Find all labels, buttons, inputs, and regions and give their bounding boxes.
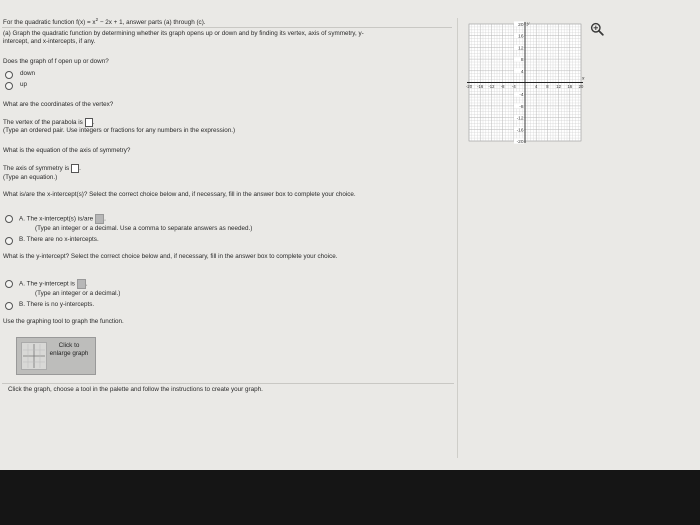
part-a-instruction-1: (a) Graph the quadratic function by determining whether its graph opens up or down and by finding its vertex, axis of symmetry, y- <box>3 30 364 37</box>
part-a-instruction-2: intercept, and x-intercepts, if any. <box>3 38 96 45</box>
y-tick-label: 12 <box>518 46 524 52</box>
radio-down[interactable] <box>5 71 13 79</box>
graphing-tool-instruction: Use the graphing tool to graph the function. <box>3 318 124 325</box>
x-tick-label: 12 <box>556 84 561 89</box>
radio-up-label: up <box>20 81 28 88</box>
x-tick-label: -20 <box>465 84 473 89</box>
problem-statement: For the quadratic function $f(x) = x^2 - 2x + 1$, answer parts (a) through (c). <box>3 17 206 27</box>
y-tick-label: -16 <box>516 128 524 134</box>
divider <box>2 383 454 384</box>
x-intercept-option-b-radio[interactable] <box>5 237 13 245</box>
x-intercept-option-b: B. There are no x-intercepts. <box>19 236 99 243</box>
x-intercept-option-a: A. The x-intercept(s) is/are . <box>19 215 106 223</box>
x-tick-label: 4 <box>535 84 538 89</box>
x-tick-label: 16 <box>567 84 573 89</box>
magnifier-plus-icon[interactable] <box>590 22 604 36</box>
vertex-question: What are the coordinates of the vertex? <box>3 101 114 108</box>
y-intercept-option-b: B. There is no y-intercepts. <box>19 301 95 308</box>
y-tick-label: -8 <box>519 104 524 110</box>
enlarge-graph-button[interactable] <box>16 337 96 375</box>
y-tick-label: -4 <box>519 93 524 99</box>
x-axis-label: x <box>582 75 585 82</box>
y-intercept-option-a-radio[interactable] <box>5 280 13 288</box>
x-tick-label: -4 <box>511 84 516 89</box>
vertex-answer-row: The vertex of the parabola is . <box>3 119 95 127</box>
x-intercept-option-a-hint: (Type an integer or a decimal. Use a comma to separate answers as needed.) <box>35 225 253 232</box>
y-axis-label: y <box>527 21 530 27</box>
coordinate-grid[interactable] <box>465 20 585 145</box>
x-intercept-option-a-radio[interactable] <box>5 215 13 223</box>
y-tick-label: 8 <box>520 58 524 64</box>
axis-hint: (Type an equation.) <box>3 174 58 181</box>
x-tick-label: -12 <box>488 84 495 89</box>
axis-question: What is the equation of the axis of symmetry? <box>3 147 131 154</box>
divider <box>2 27 452 28</box>
y-intercept-answer-box[interactable] <box>77 279 86 289</box>
panel-divider <box>457 18 458 458</box>
y-tick-label: 16 <box>518 34 524 40</box>
y-tick-label: -12 <box>516 116 524 122</box>
radio-up[interactable] <box>5 82 13 90</box>
x-tick-label: 20 <box>578 84 584 89</box>
y-tick-label: -20 <box>516 140 524 145</box>
x-tick-label: -8 <box>500 84 505 89</box>
axis-answer-row: The axis of symmetry is . <box>3 165 81 173</box>
vertex-hint: (Type an ordered pair. Use integers or fractions for any numbers in the expression.) <box>3 127 236 134</box>
opens-question: Does the graph of f open up or down? <box>3 58 109 65</box>
y-intercept-option-a-hint: (Type an integer or a decimal.) <box>35 290 121 297</box>
y-intercept-option-a: A. The y-intercept is . <box>19 280 88 288</box>
x-intercept-answer-box[interactable] <box>95 214 104 224</box>
enlarge-graph-label: Click to enlarge graph <box>49 342 89 357</box>
y-intercept-question: What is the y-intercept? Select the correct choice below and, if necessary, fill in the answer box to complete your choice. <box>3 253 338 260</box>
x-tick-label: -16 <box>477 84 484 89</box>
monitor-bezel <box>0 470 700 525</box>
y-intercept-option-b-radio[interactable] <box>5 302 13 310</box>
x-tick-label: 8 <box>546 84 549 89</box>
x-intercept-question: What is/are the x-intercept(s)? Select the correct choice below and, if necessary, fill in the answer box to complete your choice. <box>3 191 356 198</box>
y-tick-label: 4 <box>520 69 524 75</box>
vertex-answer-box[interactable] <box>85 118 93 127</box>
axis-answer-box[interactable] <box>71 164 79 173</box>
graph-footer-instruction: Click the graph, choose a tool in the palette and follow the instructions to create your graph. <box>8 386 263 393</box>
graph-thumbnail-icon <box>21 342 47 370</box>
y-tick-label: 20 <box>518 23 524 28</box>
radio-down-label: down <box>20 70 36 77</box>
